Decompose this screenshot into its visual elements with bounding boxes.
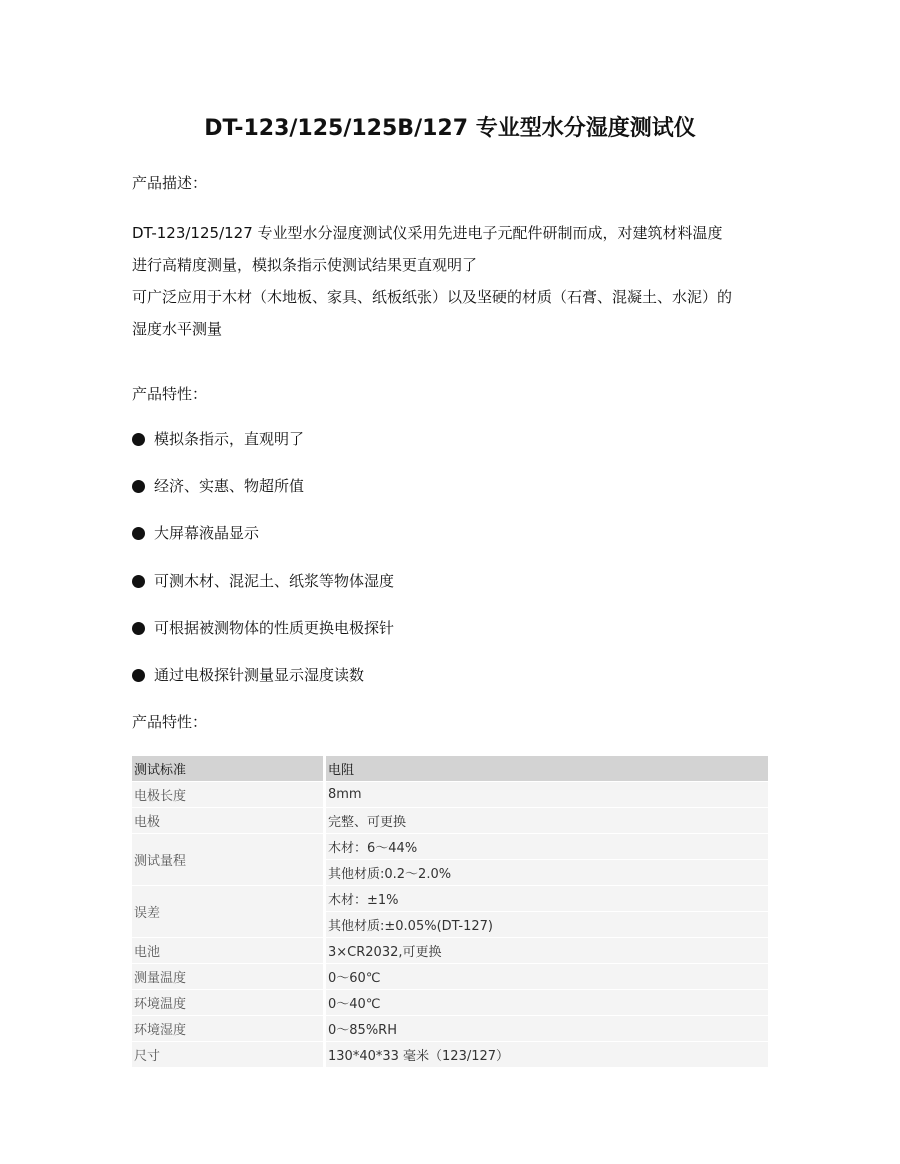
description-line: DT-123/125/127 专业型水分湿度测试仪采用先进电子元配件研制而成，对建筑材料温度 bbox=[132, 224, 723, 242]
spec-name: 环境湿度 bbox=[132, 1016, 326, 1042]
spec-value: 0～40℃ bbox=[326, 990, 768, 1016]
description-label: 产品描述： bbox=[132, 174, 208, 192]
bullet-icon bbox=[132, 669, 145, 682]
spec-value: 3×CR2032,可更换 bbox=[326, 938, 768, 964]
table-row bbox=[132, 938, 768, 964]
table-row bbox=[132, 1016, 768, 1042]
spec-name: 尺寸 bbox=[132, 1042, 326, 1068]
spec-value: 木材：6～44% bbox=[326, 834, 768, 860]
product-description bbox=[132, 217, 772, 345]
table-row bbox=[132, 834, 768, 860]
spec-name: 环境温度 bbox=[132, 990, 326, 1016]
spec-name: 测试量程 bbox=[132, 834, 326, 886]
page-title: DT-123/125/125B/127 专业型水分湿度测试仪 bbox=[204, 116, 696, 141]
feature-text: 经济、实惠、物超所值 bbox=[154, 477, 305, 496]
spec-value: 8mm bbox=[326, 782, 768, 808]
bullet-icon bbox=[132, 622, 145, 635]
spec-value: 完整、可更换 bbox=[326, 808, 768, 834]
spec-value: 130*40*33 毫米（123/127） bbox=[326, 1042, 768, 1068]
table-header-cell: 测试标准 bbox=[132, 756, 326, 782]
table-row bbox=[132, 886, 768, 912]
spec-value: 其他材质:0.2～2.0% bbox=[326, 860, 768, 886]
spec-name: 电极 bbox=[132, 808, 326, 834]
spec-value: 其他材质:±0.05%(DT-127) bbox=[326, 912, 768, 938]
feature-item bbox=[132, 570, 772, 617]
bullet-icon bbox=[132, 575, 145, 588]
spec-table bbox=[132, 756, 768, 1068]
feature-text: 可根据被测物体的性质更换电极探针 bbox=[154, 618, 395, 637]
table-row bbox=[132, 1042, 768, 1068]
table-header-cell: 电阻 bbox=[326, 756, 768, 782]
feature-list bbox=[132, 428, 772, 711]
bullet-icon bbox=[132, 433, 145, 446]
feature-text: 模拟条指示，直观明了 bbox=[154, 430, 305, 448]
feature-item bbox=[132, 617, 772, 664]
description-line: 进行高精度测量，模拟条指示使测试结果更直观明了 bbox=[132, 256, 478, 274]
table-row bbox=[132, 990, 768, 1016]
feature-item bbox=[132, 475, 772, 522]
table-row bbox=[132, 964, 768, 990]
feature-text: 大屏幕液晶显示 bbox=[154, 524, 260, 543]
bullet-icon bbox=[132, 480, 145, 493]
spec-name: 电极长度 bbox=[132, 782, 326, 808]
spec-value: 木材：±1% bbox=[326, 886, 768, 912]
bullet-icon bbox=[132, 527, 145, 540]
feature-item bbox=[132, 522, 772, 569]
spec-name: 测量温度 bbox=[132, 964, 326, 990]
feature-text: 可测木材、混泥土、纸浆等物体湿度 bbox=[154, 571, 395, 590]
table-row bbox=[132, 808, 768, 834]
feature-item bbox=[132, 664, 772, 711]
table-row bbox=[132, 782, 768, 808]
feature-item bbox=[132, 428, 772, 475]
spec-name: 电池 bbox=[132, 938, 326, 964]
description-line: 可广泛应用于木材（木地板、家具、纸板纸张）以及坚硬的材质（石膏、混凝土、水泥）的 bbox=[132, 288, 733, 306]
specs-label: 产品特性： bbox=[132, 713, 208, 731]
feature-text: 通过电极探针测量显示湿度读数 bbox=[154, 665, 365, 684]
spec-value: 0～85%RH bbox=[326, 1016, 768, 1042]
features-label: 产品特性： bbox=[132, 385, 208, 403]
spec-value: 0～60℃ bbox=[326, 964, 768, 990]
description-line: 湿度水平测量 bbox=[132, 320, 223, 338]
table-header-row bbox=[132, 756, 768, 782]
spec-name: 误差 bbox=[132, 886, 326, 938]
